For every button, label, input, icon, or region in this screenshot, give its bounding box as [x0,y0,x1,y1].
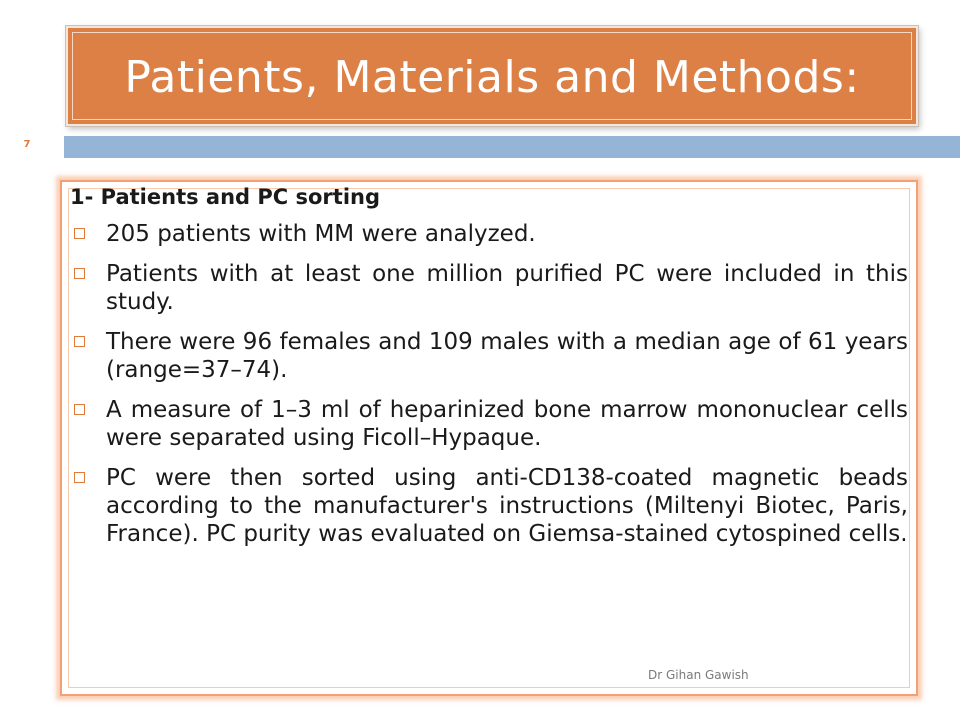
bullet-text: 205 patients with MM were analyzed. [106,221,536,247]
bullet-text: There were 96 females and 109 males with a median age of 61 years (range=37–74). [106,329,908,383]
slide-number: 7 [23,139,31,150]
square-bullet-icon [74,472,85,483]
bullet-text: PC were then sorted using anti-CD138-coated magnetic beads according to the manufacturer's instructions (Miltenyi Biotec, Paris, France). PC purity was evaluated on Giemsa-stained cytospined cells. [106,465,908,547]
bullet-item [70,220,908,248]
bullet-item [70,260,908,316]
square-bullet-icon [74,336,85,347]
content-area [70,184,908,560]
bullet-item [70,328,908,384]
footer-author: Dr Gihan Gawish [648,668,749,682]
header-rule-bar [64,136,960,158]
bullet-item [70,396,908,452]
bullet-item [70,464,908,548]
square-bullet-icon [74,228,85,239]
bullet-text: Patients with at least one million purified PC were included in this study. [106,261,908,315]
square-bullet-icon [74,268,85,279]
slide-title: Patients, Materials and Methods: [124,52,860,103]
section-heading: 1- Patients and PC sorting [70,185,380,209]
square-bullet-icon [74,404,85,415]
bullet-list [70,220,908,548]
bullet-text: A measure of 1–3 ml of heparinized bone marrow mononuclear cells were separated using Ficoll–Hypaque. [106,397,908,451]
title-banner [66,26,918,126]
